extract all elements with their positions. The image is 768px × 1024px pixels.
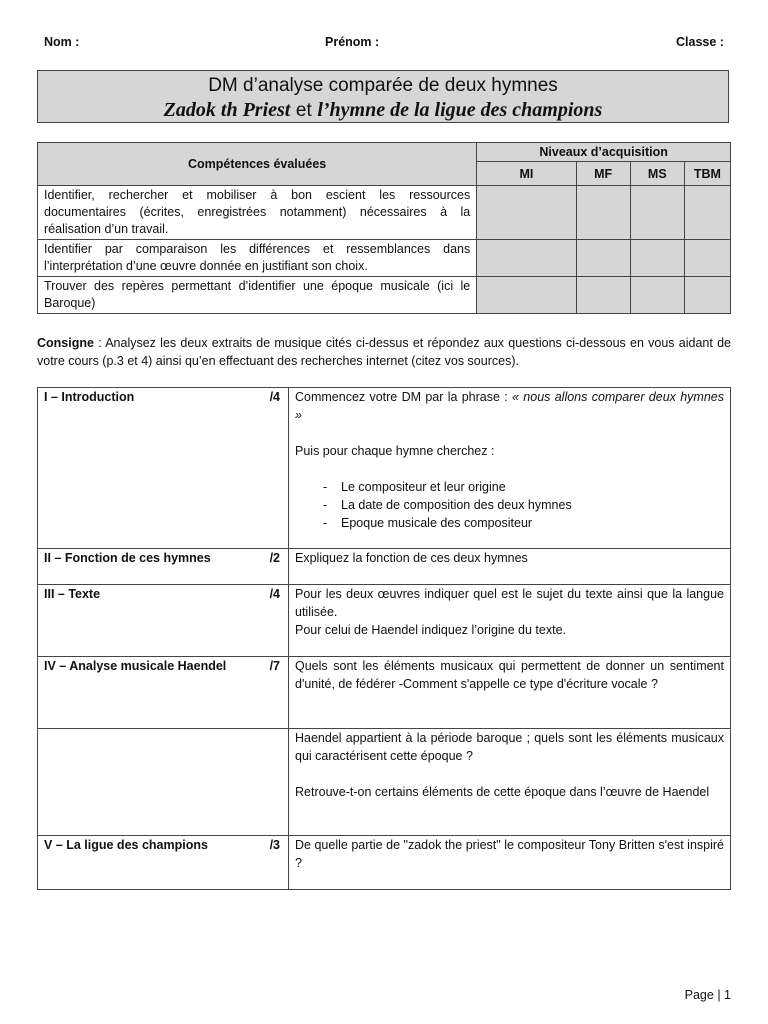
- level-cell[interactable]: [477, 186, 576, 240]
- page-number: 1: [724, 988, 731, 1002]
- section-points: /4: [269, 587, 280, 601]
- page-label: Page: [684, 988, 714, 1002]
- nom-label: Nom :: [44, 35, 80, 49]
- prenom-label: Prénom :: [325, 35, 380, 49]
- section-label: IV – Analyse musicale Haendel: [44, 659, 227, 673]
- table-row: [38, 657, 731, 729]
- competences-header: Compétences évaluées: [38, 143, 477, 186]
- questions-table: [37, 387, 731, 890]
- title-zadok: Zadok th Priest: [163, 99, 291, 121]
- table-row: [38, 388, 731, 549]
- section-fonction: [38, 549, 289, 585]
- table-row: [38, 585, 731, 657]
- section-label: III – Texte: [44, 587, 101, 601]
- section-texte-text: [289, 585, 731, 657]
- level-cell[interactable]: [630, 240, 684, 277]
- section-points: /7: [269, 659, 280, 673]
- section-analyse-text: Quels sont les éléments musicaux qui permettent de donner un sentiment d'unité, de fédérer -Comment s'appelle ce type d'écriture vocale ?: [289, 657, 731, 729]
- level-cell[interactable]: [684, 240, 730, 277]
- section-analyse: [38, 657, 289, 729]
- section-label: II – Fonction de ces hymnes: [44, 551, 211, 565]
- level-cell[interactable]: [576, 186, 630, 240]
- competence-row-1: Identifier, rechercher et mobiliser à bon escient les ressources documentaires (écrites, enregistrées notamment) nécessaires à la réalisation d’un travail.: [38, 186, 477, 240]
- level-ms: MS: [630, 162, 684, 186]
- niveaux-header: Niveaux d’acquisition: [477, 143, 731, 162]
- section-label: I – Introduction: [44, 390, 135, 404]
- page-separator: |: [717, 988, 721, 1002]
- intro-subtitle: Puis pour chaque hymne cherchez :: [295, 444, 495, 458]
- table-row: [38, 549, 731, 585]
- level-cell[interactable]: [630, 186, 684, 240]
- level-cell[interactable]: [684, 186, 730, 240]
- baroque-question-1: Haendel appartient à la période baroque ; quels sont les éléments musicaux qui caractérisent cette époque ?: [295, 731, 724, 763]
- level-cell[interactable]: [630, 277, 684, 314]
- level-mf: MF: [576, 162, 630, 186]
- page-footer: [685, 988, 731, 1002]
- texte-question-2: Pour celui de Haendel indiquez l’origine du texte.: [295, 623, 567, 637]
- section-ligue-text: De quelle partie de "zadok the priest" le compositeur Tony Britten s'est inspiré ?: [289, 836, 731, 890]
- title-ligue: l’hymne de la ligue des champions: [317, 99, 603, 121]
- texte-question-1: Pour les deux œuvres indiquer quel est le sujet du texte ainsi que la langue utilisée.: [295, 587, 724, 619]
- level-tbm: TBM: [684, 162, 730, 186]
- competence-row-2: Identifier par comparaison les différences et ressemblances dans l’interprétation d’une œuvre donnée en justifiant son choix.: [38, 240, 477, 277]
- section-points: /4: [269, 390, 280, 404]
- section-texte: [38, 585, 289, 657]
- section-baroque-text: [289, 729, 731, 836]
- list-item: - Le compositeur et leur origine: [323, 478, 724, 496]
- consigne-label: Consigne: [37, 336, 94, 350]
- title-line-1: DM d’analyse comparée de deux hymnes: [208, 75, 558, 96]
- section-ligue: [38, 836, 289, 890]
- table-row: [38, 729, 731, 836]
- section-points: /3: [269, 838, 280, 852]
- competences-table: [37, 142, 731, 314]
- section-points: /2: [269, 551, 280, 565]
- title-line-2: [38, 98, 728, 123]
- title-box: [37, 70, 729, 123]
- list-item: - Epoque musicale des compositeur: [323, 514, 724, 532]
- consigne-text: : Analysez les deux extraits de musique cités ci-dessus et répondez aux questions ci-dessous en vous aidant de votre cours (p.3 et 4) ainsi qu’en effectuant des recherches internet (citez vos sources).: [37, 336, 731, 368]
- consigne-paragraph: [37, 334, 731, 370]
- list-item: - La date de composition des deux hymnes: [323, 496, 724, 514]
- intro-phrase: « nous allons comparer deux hymnes »: [295, 390, 724, 422]
- table-row: [38, 836, 731, 890]
- baroque-question-2: Retrouve-t-on certains éléments de cette époque dans l’œuvre de Haendel: [295, 785, 710, 799]
- level-cell[interactable]: [477, 277, 576, 314]
- level-cell[interactable]: [477, 240, 576, 277]
- title-et: et: [295, 100, 312, 121]
- intro-list: [295, 478, 724, 532]
- section-baroque-empty: [38, 729, 289, 836]
- level-mi: MI: [477, 162, 576, 186]
- intro-instruction: Commencez votre DM par la phrase :: [295, 390, 513, 404]
- section-fonction-text: Expliquez la fonction de ces deux hymnes: [289, 549, 731, 585]
- section-intro: [38, 388, 289, 549]
- level-cell[interactable]: [576, 277, 630, 314]
- section-label: V – La ligue des champions: [44, 838, 208, 852]
- level-cell[interactable]: [576, 240, 630, 277]
- classe-label: Classe :: [676, 35, 724, 49]
- section-intro-text: [289, 388, 731, 549]
- level-cell[interactable]: [684, 277, 730, 314]
- competence-row-3: Trouver des repères permettant d’identifier une époque musicale (ici le Baroque): [38, 277, 477, 314]
